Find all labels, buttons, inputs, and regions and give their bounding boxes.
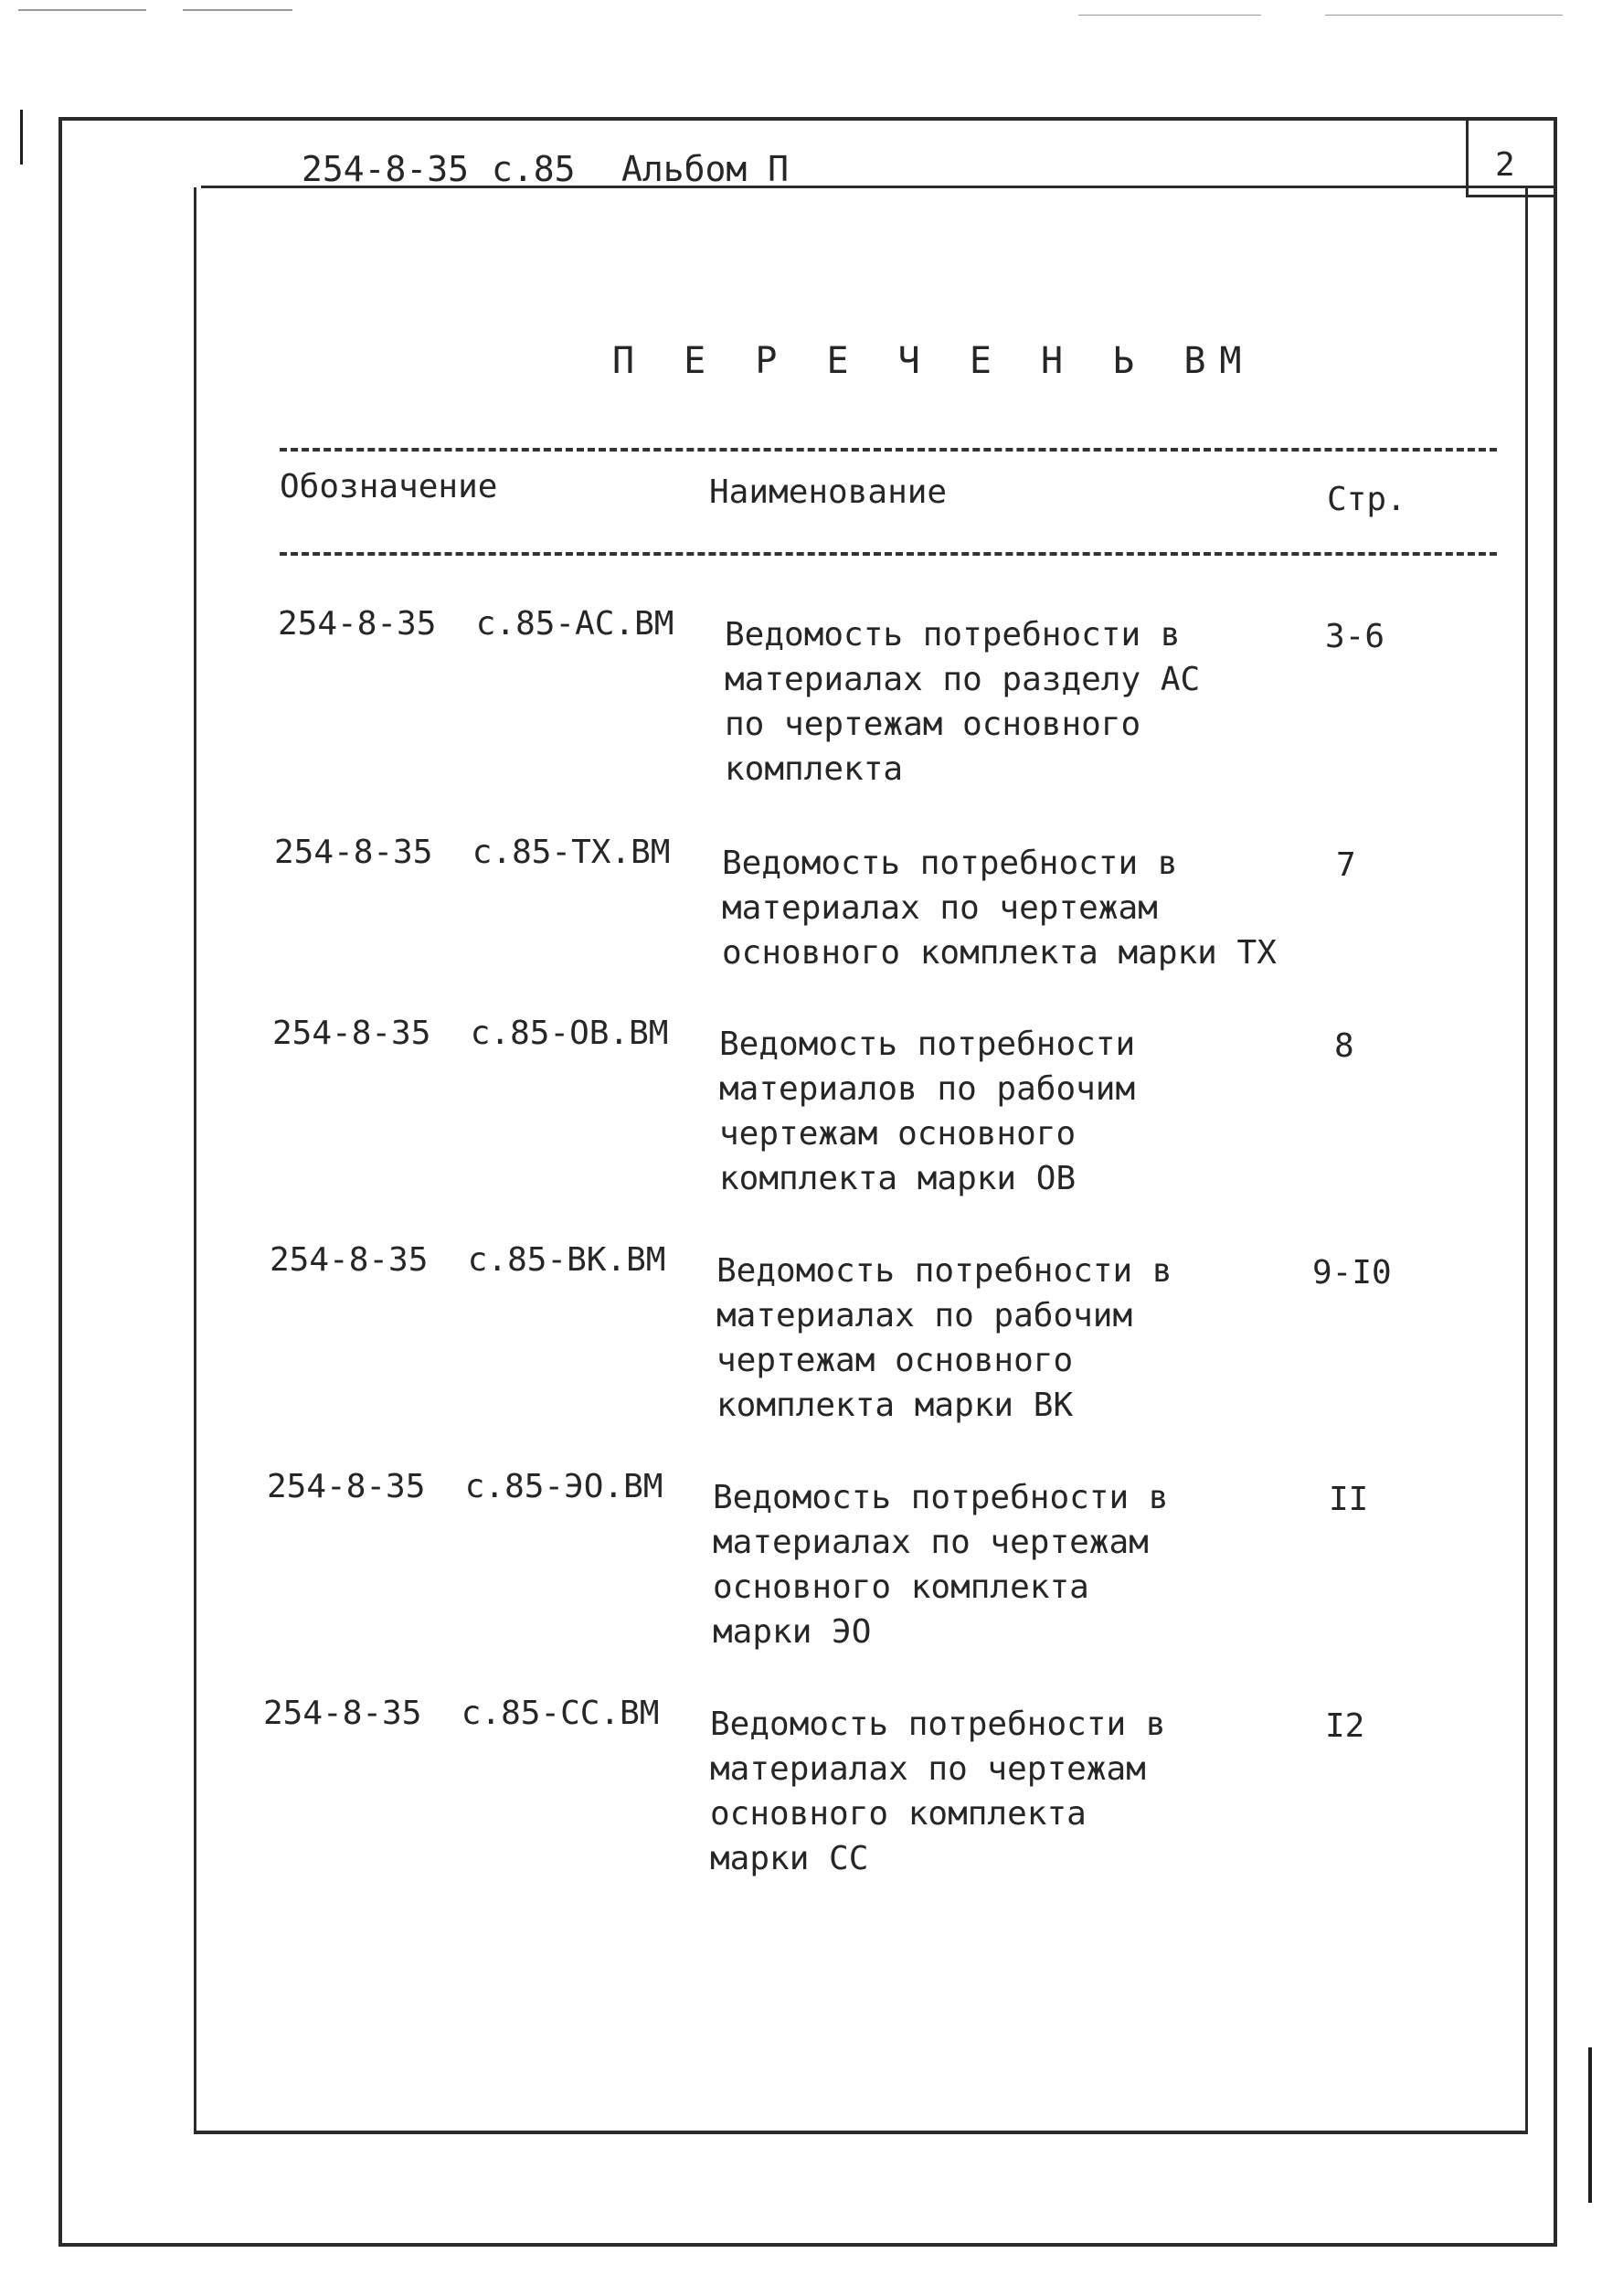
row-name-line: Ведомость потребности в <box>713 1479 1169 1516</box>
page-title: П Е Р Е Ч Е Н Ь ВМ <box>612 340 1256 382</box>
outer-frame-right-edge <box>1554 117 1557 2247</box>
scan-artifact <box>1325 15 1563 16</box>
row-page: I2 <box>1325 1707 1365 1745</box>
row-page: 8 <box>1334 1027 1354 1065</box>
row-name <box>710 1702 1277 1881</box>
column-header-name: Наименование <box>709 473 948 511</box>
row-name-line: основного комплекта <box>713 1568 1089 1606</box>
row-name <box>713 1475 1279 1654</box>
row-name-line: марки СС <box>710 1840 869 1877</box>
row-designation: 254-8-35 с.85-СС.ВМ <box>263 1695 660 1732</box>
row-name-line: материалах по разделу АС <box>725 661 1201 698</box>
page-number: 2 <box>1495 146 1515 184</box>
row-designation: 254-8-35 с.85-ЭО.ВМ <box>267 1468 663 1505</box>
row-name-line: Ведомость потребности <box>719 1026 1136 1063</box>
header-top-rule <box>280 448 1497 452</box>
row-name-line: основного комплекта <box>710 1795 1087 1833</box>
row-page: 3-6 <box>1325 618 1385 655</box>
row-name-line: комплекта марки ВК <box>716 1387 1074 1424</box>
row-designation: 254-8-35 с.85-ТХ.ВМ <box>274 834 671 871</box>
row-name-line: Ведомость потребности в <box>722 845 1178 882</box>
binding-mark-right <box>1588 2047 1592 2203</box>
row-name <box>719 1022 1286 1201</box>
scan-artifact <box>1078 15 1261 16</box>
row-name-line: Ведомость потребности в <box>710 1706 1166 1743</box>
header-album: Альбом П <box>621 149 790 189</box>
row-designation: 254-8-35 с.85-АС.ВМ <box>278 605 674 643</box>
row-name-line: материалах по чертежам <box>710 1750 1146 1788</box>
header-series: с.85 <box>492 149 576 189</box>
row-page: II <box>1329 1481 1369 1518</box>
row-name-line: материалов по рабочим <box>719 1070 1136 1108</box>
scan-artifact <box>183 9 292 11</box>
header-bottom-rule <box>280 552 1497 556</box>
row-name-line: основного комплекта марки ТХ <box>722 934 1277 972</box>
row-page: 7 <box>1336 846 1356 884</box>
row-designation: 254-8-35 с.85-ОВ.ВМ <box>272 1015 669 1052</box>
binding-mark-left <box>20 110 23 165</box>
row-name-line: по чертежам основного <box>725 706 1141 743</box>
row-name-line: материалах по рабочим <box>716 1297 1133 1334</box>
row-name <box>725 612 1291 792</box>
header-code: 254-8-35 <box>302 149 470 189</box>
row-name-line: материалах по чертежам <box>722 889 1158 927</box>
row-name-line: комплекта марки ОВ <box>719 1160 1077 1197</box>
row-name <box>716 1249 1283 1428</box>
row-name-line: Ведомость потребности в <box>725 616 1181 654</box>
column-header-page: Стр. <box>1327 481 1406 518</box>
row-name-line: чертежам основного <box>719 1115 1077 1153</box>
scan-artifact <box>18 9 146 11</box>
row-name-line: чертежам основного <box>716 1342 1074 1379</box>
row-page: 9-I0 <box>1312 1254 1392 1292</box>
row-name-line: Ведомость потребности в <box>716 1252 1172 1290</box>
row-name-line: марки ЭО <box>713 1613 872 1651</box>
row-name-line: материалах по чертежам <box>713 1524 1149 1561</box>
row-name-line: комплекта <box>725 750 904 788</box>
column-header-designation: Обозначение <box>280 468 498 505</box>
row-designation: 254-8-35 с.85-ВК.ВМ <box>270 1241 666 1279</box>
row-name <box>722 841 1289 975</box>
